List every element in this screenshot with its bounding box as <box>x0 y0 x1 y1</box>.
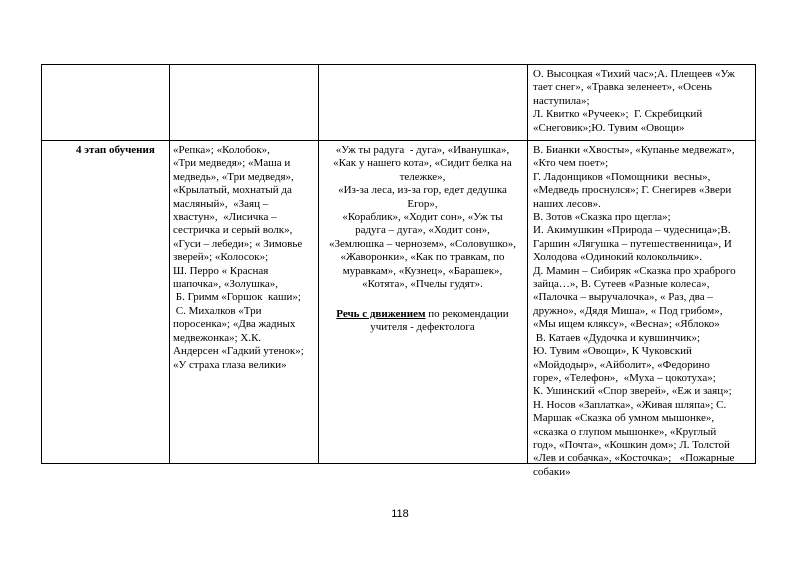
text-line: Гаршин «Лягушка – путешественница», И <box>533 237 732 250</box>
text-line: тележке», <box>399 170 446 183</box>
movement-speech-rest: по рекомендации <box>425 308 509 320</box>
text-line: Ш. Перро « Красная <box>173 264 269 277</box>
movement-speech-heading: Речь с движением <box>336 308 426 320</box>
text-line: «Гуси – лебеди»; « Зимовье <box>173 237 303 250</box>
text-line: В. Бианки «Хвосты», «Купанье медвежат», <box>533 144 735 156</box>
folklore-cell <box>319 144 526 291</box>
text-line: Ю. Тувим «Овощи», К Чуковский <box>533 345 692 358</box>
text-line: наступила»; <box>533 94 590 107</box>
column-divider-1 <box>169 65 170 463</box>
text-line: шапочка», «Золушка», <box>173 278 279 291</box>
text-line: «Как у нашего кота», «Сидит белка на <box>333 157 512 170</box>
text-line: «Мы ищем кляксу», «Весна»; «Яблоко» <box>533 318 720 331</box>
text-line: О. Высоцкая «Тихий час»;А. Плещеев «Уж <box>533 68 735 80</box>
text-line: Д. Мамин – Сибиряк «Сказка про храброго <box>533 264 736 277</box>
text-line: «Палочка – выручалочка», « Раз, два – <box>533 291 713 304</box>
text-line: Г. Ладонщиков «Помощники весны», <box>533 170 711 183</box>
text-line: Л. Квитко «Ручеек»; Г. Скребицкий <box>533 108 703 121</box>
text-line: «Землюшка – чернозем», «Соловушко», <box>328 237 517 250</box>
text-line: хвастун», «Лисичка – <box>173 211 277 224</box>
text-line: муравкам», «Кузнец», «Барашек», <box>342 264 503 277</box>
text-line: медвежонка»; Х.К. <box>173 331 262 344</box>
text-line: Б. Гримм «Горшок каши»; <box>173 291 301 304</box>
text-line: «Котята», «Пчелы гудят». <box>362 278 483 291</box>
text-line: «Три медведя»; «Маша и <box>173 157 291 170</box>
text-line: «Медведь проснулся»; Г. Снегирев «Звери <box>533 184 732 197</box>
text-line: «Снеговик»;Ю. Тувим «Овощи» <box>533 121 685 134</box>
text-line: С. Михалков «Три <box>173 304 262 317</box>
text-line: В. Зотов «Сказка про щегла»; <box>533 211 671 224</box>
text-line: собаки» <box>533 465 571 478</box>
text-line: Холодова «Одинокий колокольчик». <box>533 251 703 264</box>
text-line: Н. Носов «Заплатка», «Живая шляпа»; С. <box>533 398 727 411</box>
column-divider-3 <box>527 65 528 463</box>
movement-speech-line2: учителя - дефектолога <box>370 321 475 334</box>
text-line: «Лев и собачка», «Косточка»; «Пожарные <box>533 452 735 465</box>
text-line: «Уж ты радуга - дуга», «Иванушка», <box>335 144 510 156</box>
text-line: «Из-за леса, из-за гор, едет дедушка <box>338 184 507 197</box>
text-line: «Репка»; «Колобок», <box>173 144 270 156</box>
movement-speech-note <box>319 308 526 335</box>
text-line: год», «Почта», «Кошкин дом»; Л. Толстой <box>533 438 730 451</box>
row1-literature-cell <box>533 68 755 135</box>
text-line: В. Катаев «Дудочка и кувшинчик»; <box>533 331 701 344</box>
text-line: «Кораблик», «Ходит сон», «Уж ты <box>342 211 503 224</box>
text-line: Маршак «Сказка об умном мышонке», <box>533 412 715 425</box>
text-line: зайца…», В. Сутеев «Разные колеса», <box>533 278 710 291</box>
text-line: радуга – дуга», «Ходит сон», <box>355 224 490 237</box>
program-table <box>41 64 756 478</box>
text-line: «У страха глаза велики» <box>173 358 287 371</box>
text-line: масляный», «Заяц – <box>173 197 269 210</box>
row2-literature-cell <box>533 144 755 479</box>
text-line: медведь», «Три медведя», <box>173 170 294 183</box>
text-line: Андерсен «Гадкий утенок»; <box>173 345 304 358</box>
stage-label: 4 этап обучения <box>76 144 155 156</box>
text-line: горе», «Телефон», «Муха – цокотуха»; <box>533 371 716 384</box>
text-line: «Мойдодыр», «Айболит», «Федорино <box>533 358 710 371</box>
text-line: сестричка и серый волк», <box>173 224 293 237</box>
text-line: «Жаворонки», «Как по травкам, по <box>340 251 505 264</box>
text-line: «сказка о глупом мышонке», «Круглый <box>533 425 717 438</box>
text-line: Егор», <box>407 197 438 210</box>
text-line: дружно», «Дядя Миша», « Под грибом», <box>533 304 723 317</box>
text-line: зверей»; «Колосок»; <box>173 251 269 264</box>
text-line: поросенка»; «Два жадных <box>173 318 296 331</box>
text-line: «Крылатый, мохнатый да <box>173 184 292 197</box>
row-divider <box>42 140 755 141</box>
text-line: К. Ушинский «Спор зверей», «Еж и заяц»; <box>533 385 732 398</box>
text-line: тает снег», «Травка зеленеет», «Осень <box>533 81 712 94</box>
text-line: И. Акимушкин «Природа – чудесница»;В. <box>533 224 731 237</box>
text-line: «Кто чем поет»; <box>533 157 609 170</box>
text-line: наших лесов». <box>533 197 601 210</box>
fairy-tales-cell <box>173 144 316 372</box>
page-number: 118 <box>391 508 409 520</box>
